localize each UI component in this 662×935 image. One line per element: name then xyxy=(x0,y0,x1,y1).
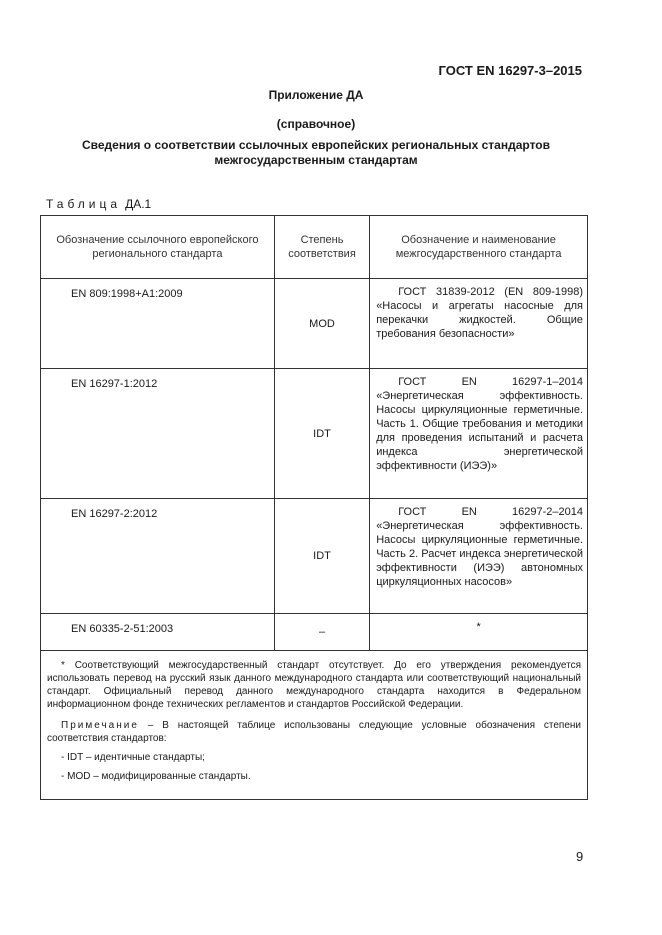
appendix-subtitle: (справочное) xyxy=(276,117,356,131)
header-degree: Степень соответствия xyxy=(274,216,369,279)
table-row xyxy=(41,279,588,369)
cell-degree: IDT xyxy=(274,369,369,499)
cell-name-text: ГОСТ EN 16297-1–2014 «Энергетическая эффективность. Насосы циркуляционные герметичные. Часть 1. Общие требования и методики для проведения испытаний и расчета индекса энергетической эффективности (ИЭЭ)» xyxy=(376,376,583,472)
table-caption-label: Таблица xyxy=(46,197,122,211)
table-row xyxy=(41,614,588,651)
section-heading-line-1: Сведения о соответствии ссылочных европейских региональных стандартов xyxy=(82,138,550,152)
cell-name xyxy=(370,369,588,499)
section-heading xyxy=(46,138,586,168)
note-label: Примечание xyxy=(61,720,139,731)
cell-standard: EN 60335-2-51:2003 xyxy=(41,614,275,651)
cell-name xyxy=(370,279,588,369)
footnote: * Соответствующий межгосударственный стандарт отсутствует. До его утверждения рекомендуется использовать перевод на русский язык данного международного стандарта или соответствующий национальный стандарт. Официальный перевод данного международного стандарта находится в Федеральном информационном фонде технических регламентов и стандартов Российской Федерации. xyxy=(47,660,581,710)
note-text: – В настоящей таблице использованы следующие условные обозначения степени соответствия стандартов: xyxy=(47,720,581,744)
cell-name-text: ГОСТ 31839-2012 (EN 809-1998) «Насосы и агрегаты насосные для перекачки жидкостей. Общие требования безопасности» xyxy=(376,286,583,340)
cell-standard: EN 16297-2:2012 xyxy=(41,499,275,614)
correspondence-table xyxy=(40,215,588,800)
header-interstate-standard: Обозначение и наименование межгосударственного стандарта xyxy=(370,216,588,279)
table-caption xyxy=(46,197,151,211)
table-row xyxy=(41,369,588,499)
table-notes-row xyxy=(41,651,588,800)
page-number: 9 xyxy=(576,849,584,864)
cell-name xyxy=(370,499,588,614)
section-heading-line-2: межгосударственным стандартам xyxy=(214,153,418,167)
cell-degree: – xyxy=(274,614,369,651)
table-caption-number: ДА.1 xyxy=(125,197,152,211)
cell-degree: MOD xyxy=(274,279,369,369)
cell-degree: IDT xyxy=(274,499,369,614)
table-header-row xyxy=(41,216,588,279)
legend-idt: - IDT – идентичные стандарты; xyxy=(61,752,205,763)
table-notes xyxy=(41,651,588,800)
appendix-title: Приложение ДА xyxy=(268,88,364,102)
note xyxy=(47,719,581,745)
header-european-standard: Обозначение ссылочного европейского регионального стандарта xyxy=(41,216,275,279)
legend-mod: - MOD – модифицированные стандарты. xyxy=(61,771,251,782)
cell-name: * xyxy=(370,614,588,651)
cell-standard: EN 16297-1:2012 xyxy=(41,369,275,499)
gost-code: ГОСТ EN 16297-3–2015 xyxy=(438,63,582,78)
cell-standard: EN 809:1998+A1:2009 xyxy=(41,279,275,369)
cell-name-text: ГОСТ EN 16297-2–2014 «Энергетическая эффективность. Насосы циркуляционные герметичные. Часть 2. Расчет индекса энергетической эффективности (ИЭЭ) автономных циркуляционных насосов» xyxy=(376,506,583,588)
table-row xyxy=(41,499,588,614)
